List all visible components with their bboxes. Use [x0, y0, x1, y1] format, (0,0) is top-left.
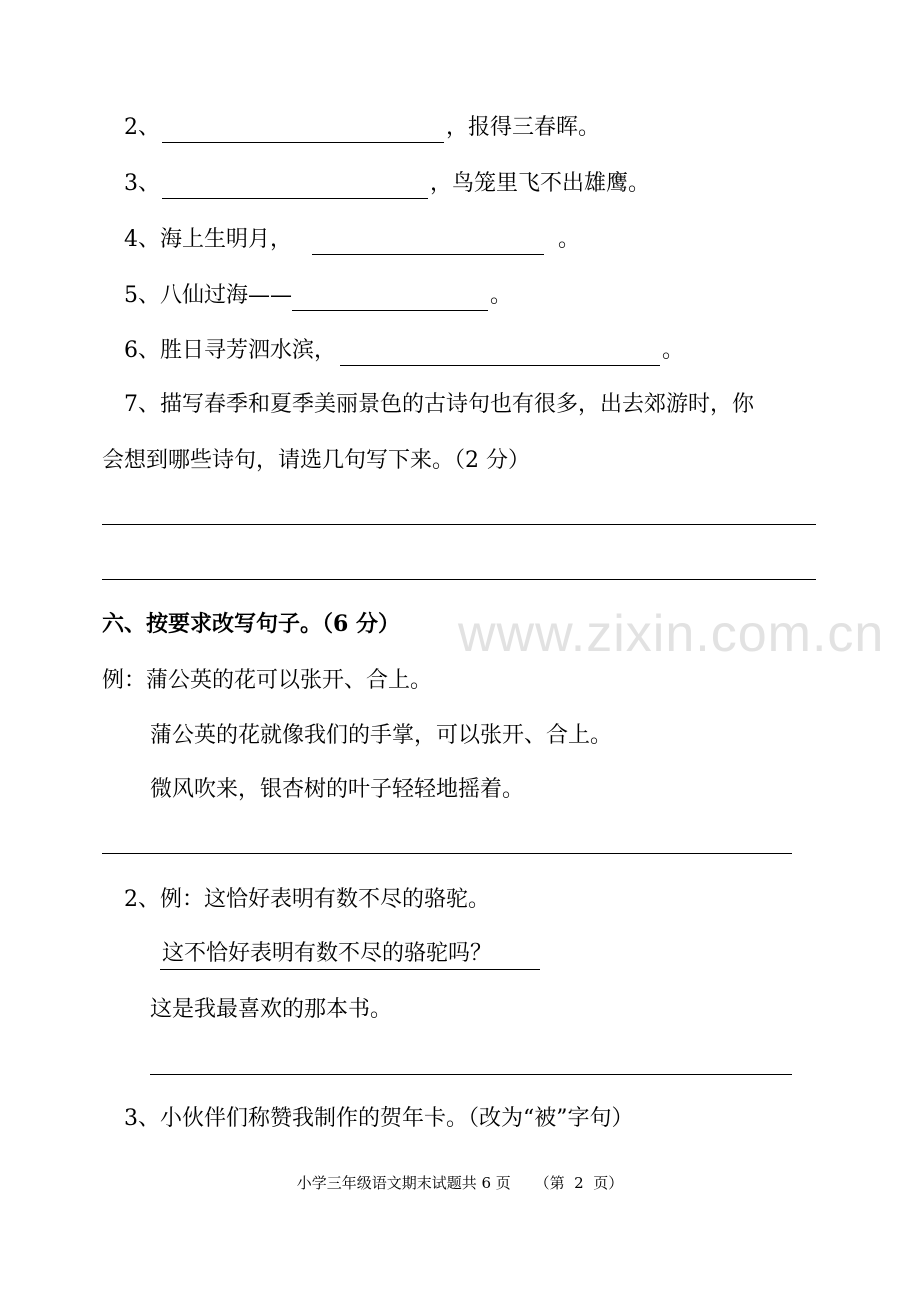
answer-blank-4[interactable] — [312, 232, 544, 255]
question-3 — [124, 169, 650, 199]
answer-line-task-1[interactable] — [102, 853, 792, 854]
answer-line-7a[interactable] — [102, 524, 816, 525]
answer-blank-3[interactable] — [162, 176, 428, 199]
example-2-label: 2、例：这恰好表明有数不尽的骆驼。 — [124, 887, 490, 912]
question-5-text: 5、八仙过海—— — [124, 283, 292, 308]
question-6-end: 。 — [662, 338, 685, 363]
task-3-sentence: 3、小伙伴们称赞我制作的贺年卡。（改为“被”字句） — [124, 1106, 634, 1131]
example-2-answer: 这不恰好表明有数不尽的骆驼吗？ — [160, 939, 540, 970]
question-2-number: 2、 — [124, 115, 160, 140]
task-1-sentence: 微风吹来，银杏树的叶子轻轻地摇着。 — [150, 777, 525, 802]
question-5-end: 。 — [490, 283, 513, 308]
question-3-number: 3、 — [124, 171, 160, 196]
question-7-line-1: 7、描写春季和夏季美丽景色的古诗句也有很多，出去郊游时，你 — [124, 392, 754, 417]
question-4-text: 4、海上生明月， — [124, 227, 292, 252]
answer-blank-2[interactable] — [162, 120, 444, 143]
answer-line-7b[interactable] — [102, 579, 816, 580]
example-2-answer-line — [160, 940, 540, 970]
question-7-line-2: 会想到哪些诗句，请选几句写下来。（2 分） — [102, 448, 530, 473]
answer-blank-6[interactable] — [340, 343, 660, 366]
question-2-text: ，报得三春晖。 — [446, 115, 601, 140]
question-5 — [124, 281, 512, 311]
question-6-text: 6、胜日寻芳泗水滨， — [124, 338, 336, 363]
answer-blank-5[interactable] — [292, 288, 488, 311]
task-2-sentence: 这是我最喜欢的那本书。 — [150, 997, 393, 1022]
answer-line-task-2[interactable] — [150, 1074, 792, 1075]
example-1-label: 例：蒲公英的花可以张开、合上。 — [102, 668, 433, 693]
question-6 — [124, 336, 684, 366]
section-6-title: 六、按要求改写句子。（6 分） — [102, 611, 400, 637]
question-4 — [124, 225, 580, 255]
question-3-text: ，鸟笼里飞不出雄鹰。 — [430, 171, 651, 196]
question-2 — [124, 113, 600, 143]
watermark: www.zixin.com.cn — [458, 605, 885, 663]
example-1-answer: 蒲公英的花就像我们的手掌，可以张开、合上。 — [150, 723, 613, 748]
page-footer: 小学三年级语文期末试题共 6 页 （第 2 页） — [296, 1174, 624, 1192]
question-4-end: 。 — [558, 227, 581, 252]
